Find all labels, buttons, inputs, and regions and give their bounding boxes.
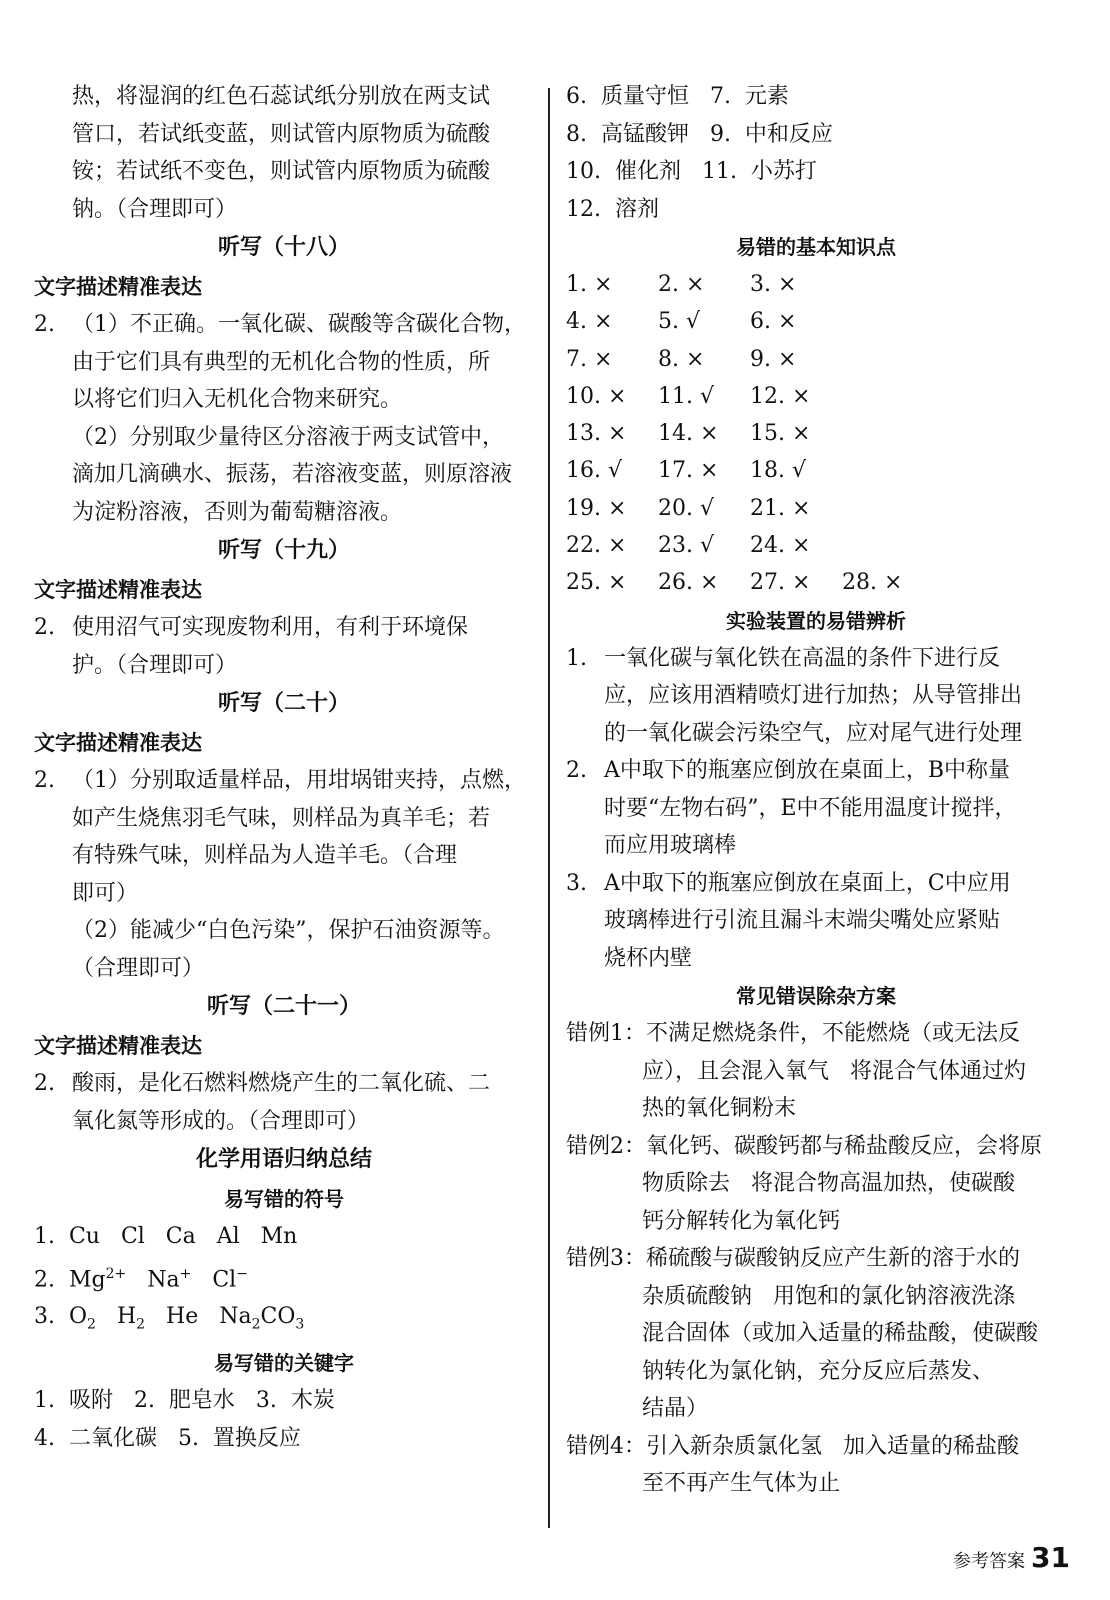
basic-knowledge-title: 易错的基本知识点 [736,235,896,259]
text-line [566,865,1066,903]
answer-paragraph [34,306,534,531]
section-title-21: 听写（二十一） [206,994,361,1019]
symbols-row-2 [34,1256,534,1299]
item-number: 2. [34,615,55,640]
tf-answer: 11. √ [658,383,714,409]
text: 酸雨，是化石燃料燃烧产生的二氧化硫、二 [72,1071,491,1096]
text-line: 铵；若试纸不变色，则试管内原物质为硫酸 [72,159,491,184]
device-item-2 [566,752,1066,865]
text-line: 滴加几滴碘水、振荡，若溶液变蓝，则原溶液 [72,462,513,487]
error-example-2 [566,1128,1066,1241]
symbol: Cl [212,1266,237,1292]
text: 稀硫酸与碳酸钠反应产生新的溶于水的 [646,1246,1021,1272]
text-line: 杂质硫酸钠 用饱和的氯化钠溶液洗涤 [642,1283,1015,1309]
tf-row [566,341,1066,378]
tf-answer: 12. × [750,383,811,409]
item-number: 1. [566,645,587,671]
example-label: 错例4： [566,1433,646,1459]
text-line: 由于它们具有典型的无机化合物的性质，所 [72,349,491,375]
text: 引入新杂质氯化氢 加入适量的稀盐酸 [646,1433,1019,1459]
intro-paragraph [34,78,534,228]
answer-paragraph [34,762,534,987]
text: 一氧化碳与氧化铁在高温的条件下进行反 [604,645,1001,671]
text-line: 应），且会混入氧气 将混合气体通过灼 [642,1058,1026,1084]
text-line: 以将它们归入无机化合物来研究。 [72,387,403,412]
tf-answer: 1. × [566,272,613,297]
keywords-row-4: 8. 高锰酸钾 9. 中和反应 [566,121,833,147]
tf-answer: 3. × [750,272,797,297]
item-number: 2. [34,312,55,337]
tf-answer: 9. × [750,346,797,372]
tf-answer: 28. × [842,570,903,596]
text-line: 而应用玻璃棒 [604,833,737,859]
text-line: 护。（合理即可） [72,652,238,678]
section-title-19: 听写（十九） [217,538,350,563]
tf-answer: 6. × [750,309,797,335]
text: 不满足燃烧条件，不能燃烧（或无法反 [646,1021,1021,1047]
tf-answer: 20. √ [658,495,714,521]
symbols-row-1: 1. Cu Cl Ca Al Mn [34,1224,298,1249]
charge: + [179,1265,192,1282]
item-number: 3. [34,1304,55,1330]
text-line: 钙分解转化为氧化钙 [642,1208,841,1234]
tf-answer: 19. × [566,495,627,521]
text-line [566,1240,1066,1278]
text-line: 即可） [72,880,139,906]
item-number: 2. [34,1071,55,1096]
subscript: 2 [87,1316,96,1333]
text-line [566,1015,1066,1053]
answer-paragraph [34,1065,534,1140]
tf-answer: 7. × [566,346,613,372]
right-column [566,78,1066,1503]
page-footer [953,1541,1070,1574]
chem-summary-title: 化学用语归纳总结 [195,1147,372,1172]
tf-answer: 24. × [750,533,811,559]
text: A中取下的瓶塞应倒放在桌面上，B中称量 [604,758,1011,784]
text-line: 结晶） [642,1396,709,1422]
tf-row [566,490,1066,527]
keywords-title: 易写错的关键字 [214,1351,354,1376]
answer-paragraph [34,609,534,684]
tf-answer: 8. × [658,346,705,372]
left-column [34,78,534,1457]
tf-answer: 2. × [658,272,705,297]
item-number: 3. [566,870,587,896]
tf-row [566,564,1066,601]
keywords-row-2: 4. 二氧化碳 5. 置换反应 [34,1425,301,1451]
symbol: O [69,1304,88,1330]
charge: − [236,1265,248,1282]
page-number: 31 [1031,1541,1070,1574]
subscript: 2 [136,1316,146,1333]
tf-row [566,303,1066,340]
section-title-20: 听写（二十） [217,691,350,716]
tf-answer: 13. × [566,421,627,447]
symbol: Mg [69,1266,106,1292]
tf-answer: 21. × [750,495,811,521]
tf-answer: 16. √ [566,458,622,484]
keywords-row-3: 6. 质量守恒 7. 元素 [566,84,789,109]
tf-row [566,266,1066,303]
error-example-1 [566,1015,1066,1128]
error-example-4 [566,1428,1066,1503]
text-line: 如产生烧焦羽毛气味，则样品为真羊毛；若 [72,805,491,831]
text-line [566,1428,1066,1466]
symbol: He [166,1304,199,1330]
text-line: 混合固体（或加入适量的稀盐酸，使碳酸 [642,1321,1039,1347]
item-number: 2. [566,758,587,784]
tf-answer: 26. × [658,570,719,596]
text-line: 为淀粉溶液，否则为葡萄糖溶液。 [72,499,403,525]
text-line: 至不再产生气体为止 [642,1471,841,1497]
text-line: 物质除去 将混合物高温加热，使碳酸 [642,1171,1015,1197]
true-false-grid [566,266,1066,602]
device-item-1 [566,640,1066,753]
footer-label: 参考答案 [953,1551,1026,1572]
item-number: 2. [34,1266,55,1292]
text: （1）分别取适量样品，用坩埚钳夹持，点燃， [72,768,526,793]
tf-answer: 10. × [566,383,627,409]
subscript: 2 [251,1316,261,1333]
text-line: 管口，若试纸变蓝，则试管内原物质为硫酸 [72,121,491,147]
text: A中取下的瓶塞应倒放在桌面上，C中应用 [604,870,1011,896]
text-line [34,609,534,647]
subheading: 文字描述精准表达 [34,578,202,602]
tf-answer: 14. × [658,421,719,447]
keywords-row-6: 12. 溶剂 [566,196,659,222]
text: 氧化钙、碳酸钙都与稀盐酸反应，会将原 [646,1133,1043,1159]
text-line: （2）能减少“白色污染”，保护石油资源等。 [72,918,505,943]
text-line [566,640,1066,678]
symbol: H [116,1304,137,1330]
example-label: 错例2： [566,1133,646,1159]
text: 使用沼气可实现废物利用，有利于环境保 [72,615,469,640]
text-line: 钠转化为氯化钠，充分反应后蒸发、 [642,1358,995,1384]
text-line [566,1128,1066,1166]
text-line: 有特殊气味，则样品为人造羊毛。（合理 [72,843,458,868]
subheading: 文字描述精准表达 [34,275,202,299]
device-title: 实验装置的易错辨析 [726,608,906,633]
tf-row [566,378,1066,415]
text-line [34,762,534,800]
text-line: 应，应该用酒精喷灯进行加热；从导管排出 [604,683,1023,709]
item-number: 2. [34,768,55,793]
text-line: 钠。（合理即可） [72,196,238,222]
symbols-row-3 [34,1298,534,1344]
impurity-title: 常见错误除杂方案 [736,984,896,1009]
text-line: （2）分别取少量待区分溶液于两支试管中， [72,424,504,450]
tf-row [566,452,1066,489]
tf-row [566,415,1066,452]
tf-answer: 23. √ [658,533,714,559]
example-label: 错例1： [566,1021,646,1047]
symbol: Na [147,1266,180,1292]
text-line: 氧化氮等形成的。（合理即可） [72,1108,370,1134]
subheading: 文字描述精准表达 [34,731,202,755]
tf-answer: 17. × [658,458,719,484]
tf-answer: 25. × [566,570,627,596]
example-label: 错例3： [566,1246,646,1272]
text: （1）不正确。一氧化碳、碳酸等含碳化合物， [72,312,526,337]
tf-answer: 18. √ [750,458,806,484]
text-line [566,752,1066,790]
tf-answer: 4. × [566,309,613,335]
text-line [34,306,534,344]
column-divider [548,88,550,1528]
symbol: CO [260,1304,296,1330]
symbol: Na [219,1304,252,1330]
tf-answer: 22. × [566,533,627,559]
keywords-row-1: 1. 吸附 2. 肥皂水 3. 木炭 [34,1388,335,1414]
tf-row [566,527,1066,564]
text-line: 时要“左物右码”，E中不能用温度计搅拌， [604,795,1017,821]
keywords-row-5: 10. 催化剂 11. 小苏打 [566,159,817,184]
tf-answer: 5. √ [658,309,701,335]
symbols-title: 易写错的符号 [224,1187,344,1211]
tf-answer: 15. × [750,421,811,447]
text-line: 热，将湿润的红色石蕊试纸分别放在两支试 [72,84,491,109]
subheading: 文字描述精准表达 [34,1034,202,1058]
charge: 2+ [105,1265,127,1282]
tf-answer: 27. × [750,570,811,596]
text-line: 玻璃棒进行引流且漏斗末端尖嘴处应紧贴 [604,908,1001,934]
section-title-18: 听写（十八） [217,235,350,260]
text-line: 热的氧化铜粉末 [642,1096,797,1122]
text-line: 烧杯内壁 [604,945,693,971]
device-item-3 [566,865,1066,978]
text-line: （合理即可） [72,955,205,981]
subscript: 3 [295,1316,305,1333]
error-example-3 [566,1240,1066,1428]
text-line [34,1065,534,1103]
text-line: 的一氧化碳会污染空气，应对尾气进行处理 [604,720,1023,746]
